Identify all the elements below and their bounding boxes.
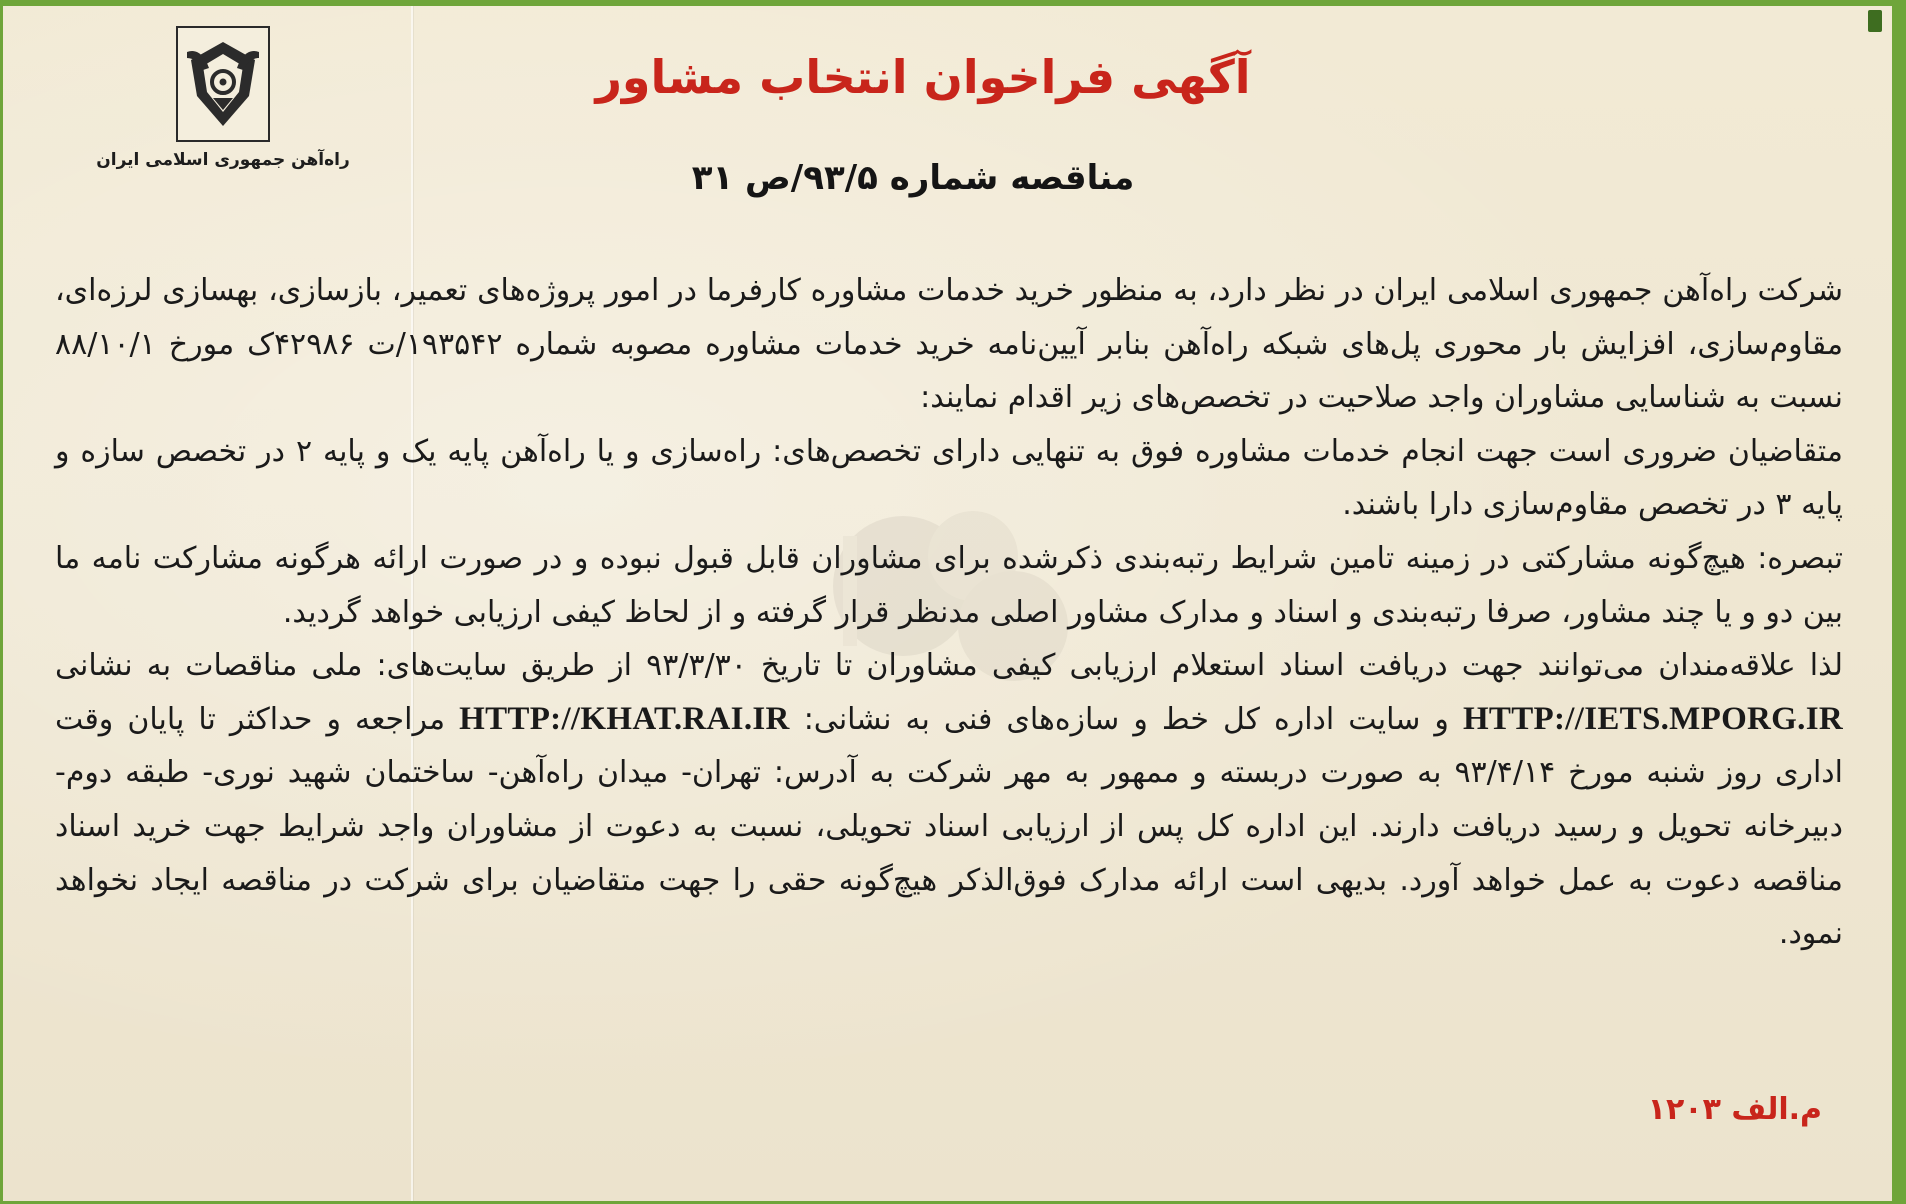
tender-number: مناقصه شماره ۹۳/۵/ص ۳۱ xyxy=(691,158,1135,198)
paragraph-requirements: متقاضیان ضروری است جهت انجام خدمات مشاوره فوق به تنهایی دارای تخصص‌های: راه‌سازی و یا راه‌آهن پایه یک و پایه ۲ در تخصص سازه و پایه ۳ در تخصص مقاوم‌سازی دارا باشند. xyxy=(55,433,1843,523)
logo-block xyxy=(73,26,373,170)
paragraph-note: تبصره: هیچ‌گونه مشارکتی در زمینه تامین شرایط رتبه‌بندی ذکرشده برای مشاوران قابل قبول نبوده و در صورت ارائه هرگونه مشارکت نامه ما بین دو و یا چند مشاور، صرفا رتبه‌بندی و اسناد و مدارک مشاور اصلی مدنظر قرار گرفته و از لحاظ کیفی ارزیابی خواهد گردید. xyxy=(55,540,1843,630)
paragraph-instructions xyxy=(55,639,1843,961)
paragraph-intro: شرکت راه‌آهن جمهوری اسلامی ایران در نظر دارد، به منظور خرید خدمات مشاوره کارفرما در امور پروژه‌های تعمیر، بازسازی، بهسازی لرزه‌ای، مقاوم‌سازی، افزایش بار محوری پل‌های شبکه راه‌آهن بنابر آیین‌نامه خرید خدمات مشاوره مصوبه شماره ۱۹۳۵۴۲/ت ۴۲۹۸۶ک مورخ ۸۸/۱۰/۱ نسبت به شناسایی مشاوران واجد صلاحیت در تخصص‌های زیر اقدام نمایند: xyxy=(55,273,1844,416)
page-title: آگهی فراخوان انتخاب مشاور xyxy=(595,50,1251,104)
corner-mark xyxy=(1868,10,1882,32)
instructions-text-b: و سایت اداره کل خط و سازه‌های فنی به نشانی: xyxy=(803,701,1449,737)
instructions-text-a: لذا علاقه‌مندان می‌توانند جهت دریافت اسناد استعلام ارزیابی کیفی مشاوران تا تاریخ ۹۳/۳/۳۰ از طریق سایت‌های: ملی مناقصات به نشانی xyxy=(55,648,1844,684)
organization-name: راه‌آهن جمهوری اسلامی ایران xyxy=(96,150,350,170)
winged-wheel-emblem-icon xyxy=(183,34,263,134)
announcement-body xyxy=(55,264,1843,961)
railway-logo xyxy=(176,26,270,142)
instructions-text-c: مراجعه و حداکثر تا پایان وقت اداری روز شنبه مورخ ۹۳/۴/۱۴ به صورت دربسته و ممهور به مهر شرکت به آدرس: تهران- میدان راه‌آهن- ساختمان شهید نوری- طبقه دوم- دبیرخانه تحویل و رسید دریافت دارند. این اداره کل پس از ارزیابی اسناد تحویلی، نسبت به دعوت از مشاوران واجد شرایط جهت خرید اسناد مناقصه دعوت به عمل خواهد آورد. بدیهی است ارائه مدارک فوق‌الذکر هیچ‌گونه حقی را جهت متقاضیان برای شرکت در مناقصه ایجاد نخواهد نمود. xyxy=(55,701,1843,952)
reference-code: م.الف ۱۲۰۳ xyxy=(1647,1092,1822,1127)
url-iets-link[interactable]: HTTP://IETS.MPORG.IR xyxy=(1462,700,1843,737)
url-khat-link[interactable]: HTTP://KHAT.RAI.IR xyxy=(459,700,790,737)
